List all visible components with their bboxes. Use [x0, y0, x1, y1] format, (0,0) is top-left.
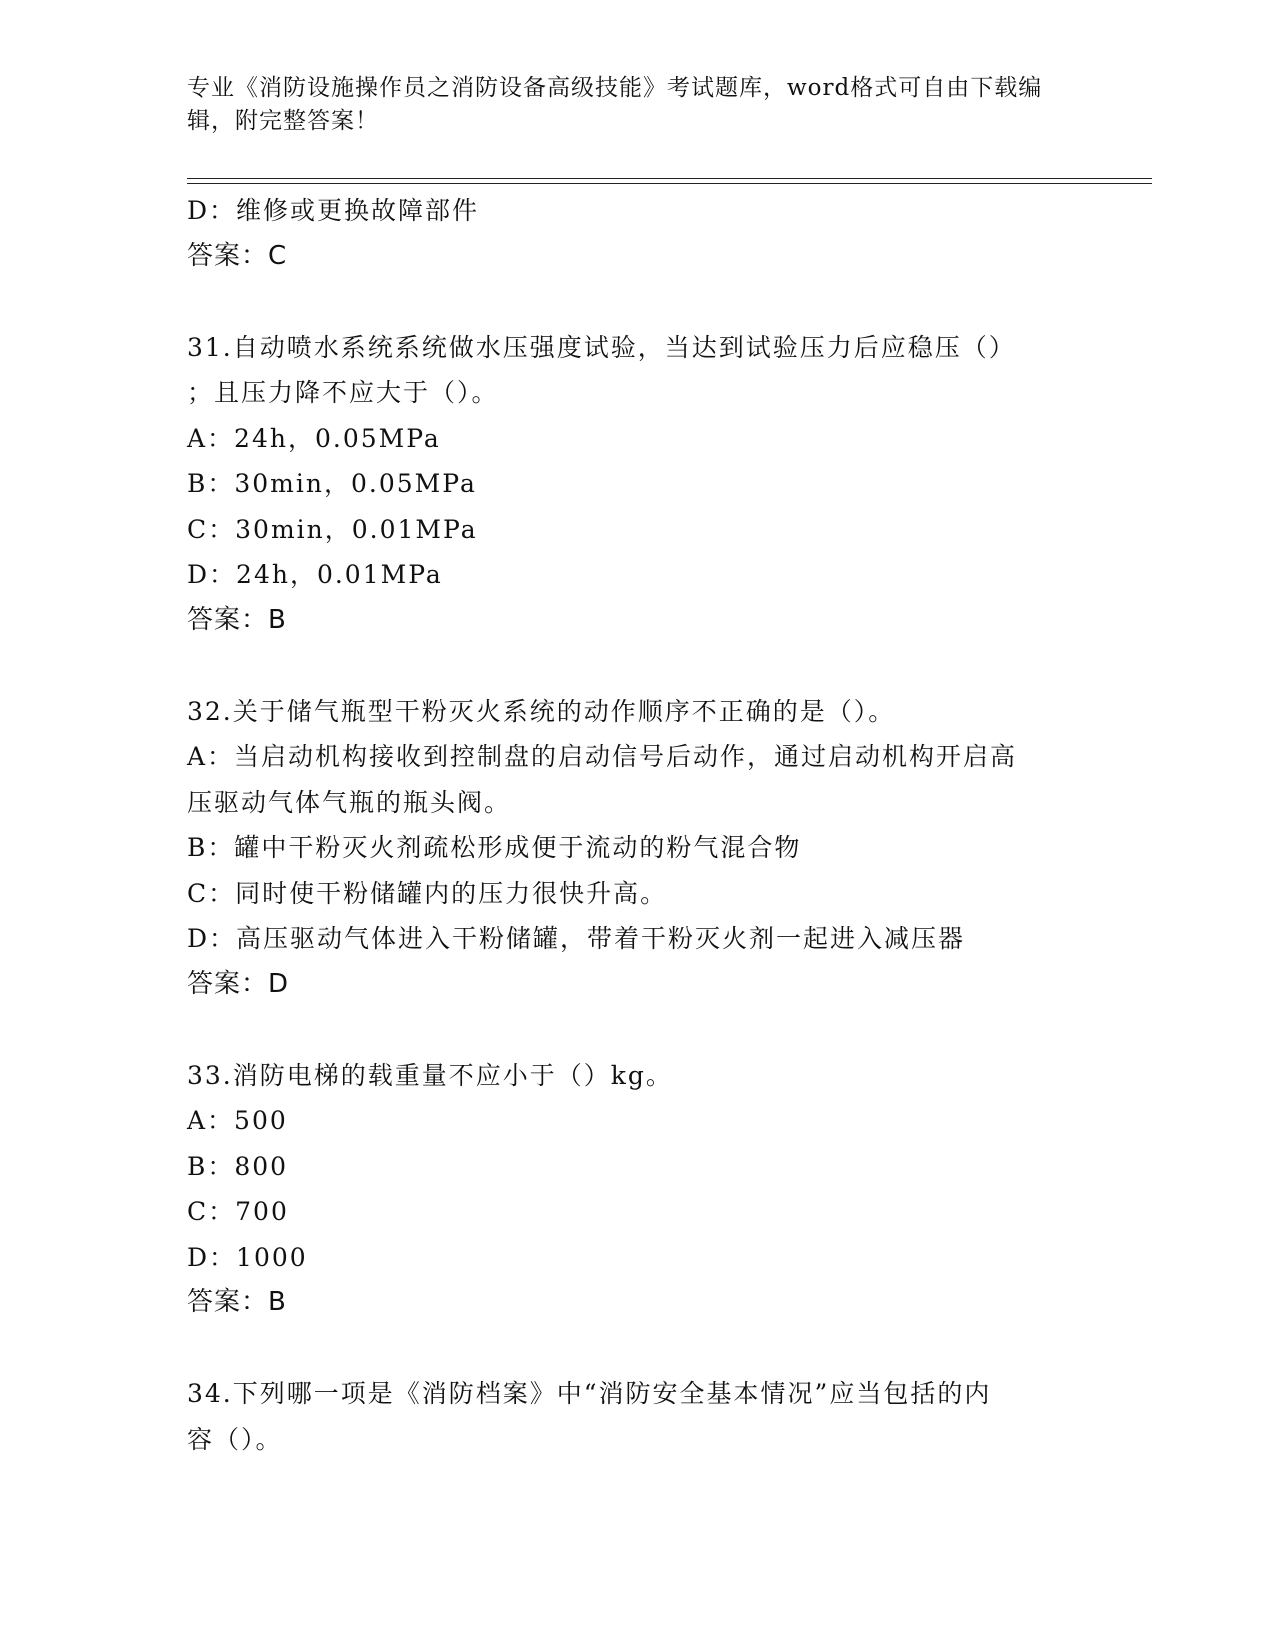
answer: 答案：C: [187, 240, 288, 271]
spacer: [187, 1326, 1067, 1372]
option-d: D：高压驱动气体进入干粉储罐，带着干粉灭火剂一起进入减压器: [187, 924, 966, 953]
page-header-text: 专业《消防设施操作员之消防设备高级技能》考试题库，word格式可自由下载编辑，附完整答案！: [187, 75, 1043, 134]
question-stem-cont: 容（）。: [187, 1424, 283, 1454]
header-divider-thin: [187, 183, 1152, 184]
option-a: A：24h，0.05MPa: [187, 423, 441, 453]
question-stem: 33.消防电梯的载重量不应小于（）kg。: [187, 1060, 673, 1090]
question-stem-cont: ；且压力降不应大于（）。: [187, 378, 499, 407]
option-b: B：30min，0.05MPa: [187, 469, 477, 498]
question-stem: 31.自动喷水系统系统做水压强度试验，当达到试验压力后应稳压（）: [187, 332, 1016, 362]
question-stem: 34.下列哪一项是《消防档案》中“消防安全基本情况”应当包括的内: [187, 1379, 992, 1408]
answer: 答案：B: [187, 604, 287, 635]
spacer: [187, 643, 1067, 689]
option-a-cont: 压驱动气体气瓶的瓶头阀。: [187, 787, 512, 817]
option-d: D：24h，0.01MPa: [187, 560, 443, 589]
option-d: D：1000: [187, 1242, 308, 1272]
option-b: B：800: [187, 1151, 289, 1181]
document-body: [187, 188, 1067, 1462]
answer: 答案：B: [187, 1287, 287, 1317]
question-34: [187, 1371, 1067, 1462]
answer: 答案：D: [187, 968, 290, 999]
question-stem: 32.关于储气瓶型干粉灭火系统的动作顺序不正确的是（）。: [187, 696, 896, 726]
option-c: C：同时使干粉储罐内的压力很快升高。: [187, 878, 668, 908]
question-32: [187, 689, 1067, 1008]
option-c: C：30min，0.01MPa: [187, 514, 478, 544]
option-b: B：罐中干粉灭火剂疏松形成便于流动的粉气混合物: [187, 833, 802, 862]
question-31: [187, 325, 1067, 644]
option-a: A：500: [187, 1106, 288, 1135]
option-a: A：当启动机构接收到控制盘的启动信号后动作，通过启动机构开启高: [187, 742, 1018, 771]
question-33: [187, 1053, 1067, 1326]
spacer: [187, 1007, 1067, 1053]
spacer: [187, 279, 1067, 325]
option-d: D：维修或更换故障部件: [187, 196, 480, 225]
header-divider-thick: [187, 178, 1152, 179]
option-c: C：700: [187, 1197, 289, 1226]
